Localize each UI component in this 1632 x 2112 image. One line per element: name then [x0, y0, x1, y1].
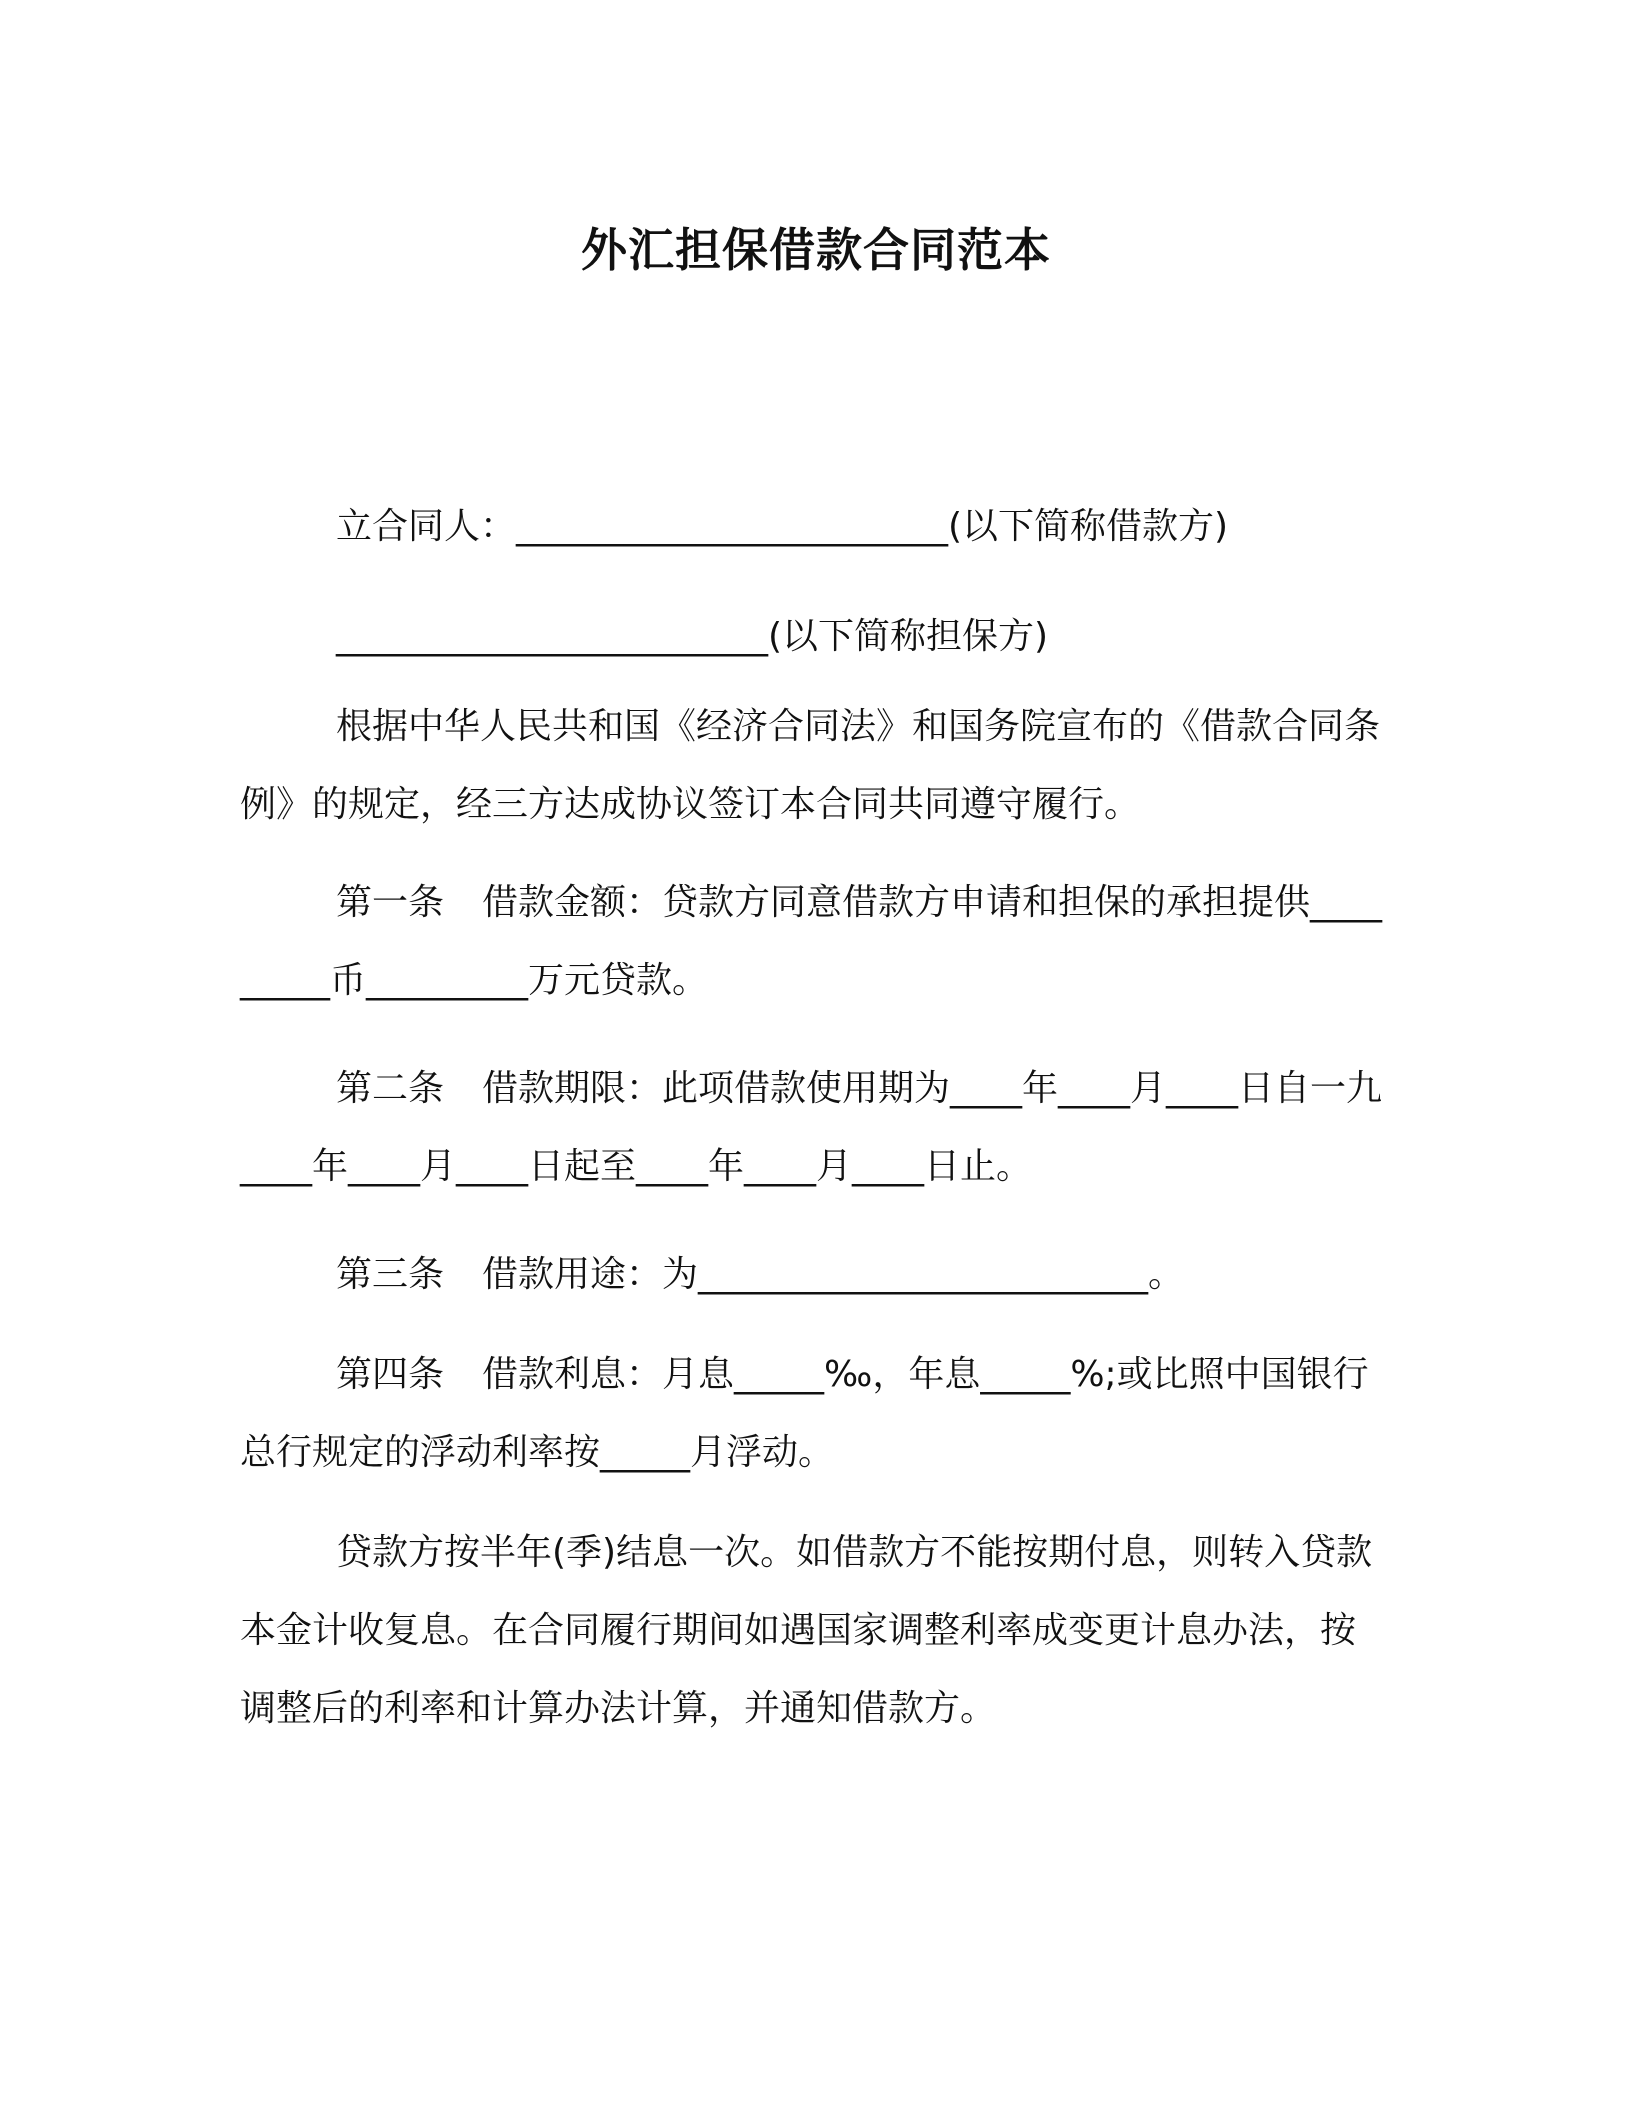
party-guarantor-line: ________________________(以下简称担保方): [336, 616, 1049, 657]
party-borrower-line: 立合同人：________________________(以下简称借款方): [336, 506, 1229, 547]
clause-number: 第二条: [336, 1068, 445, 1109]
clause-number: 第四条: [336, 1354, 445, 1395]
interest-note-paragraph: 贷款方按半年(季)结息一次。如借款方不能按期付息，则转入贷款本金计收复息。在合同履行期间如遇国家调整利率成变更计息办法，按调整后的利率和计算办法计算，并通知借款方。: [240, 1532, 1373, 1729]
clause-4: [240, 1336, 1390, 1492]
clause-number: 第三条: [336, 1254, 445, 1295]
clause-1: [240, 864, 1390, 1020]
clause-text: 借款金额：贷款方同意借款方申请和担保的承担提供_________币_________万元贷款。: [240, 882, 1383, 1001]
clause-text: 借款用途：为_________________________。: [482, 1254, 1185, 1295]
clause-text: 借款期限：此项借款使用期为____年____月____日自一九____年____月____日起至____年____月____日止。: [240, 1068, 1383, 1187]
document-title: 外汇担保借款合同范本: [581, 223, 1051, 277]
clause-text: 借款利息：月息_____‰，年息_____%;或比照中国银行总行规定的浮动利率按_____月浮动。: [240, 1354, 1369, 1473]
clause-2: [240, 1050, 1390, 1206]
clause-number: 第一条: [336, 882, 445, 923]
clause-3: [240, 1236, 1390, 1314]
preamble-paragraph: 根据中华人民共和国《经济合同法》和国务院宣布的《借款合同条例》的规定，经三方达成协议签订本合同共同遵守履行。: [240, 706, 1381, 825]
